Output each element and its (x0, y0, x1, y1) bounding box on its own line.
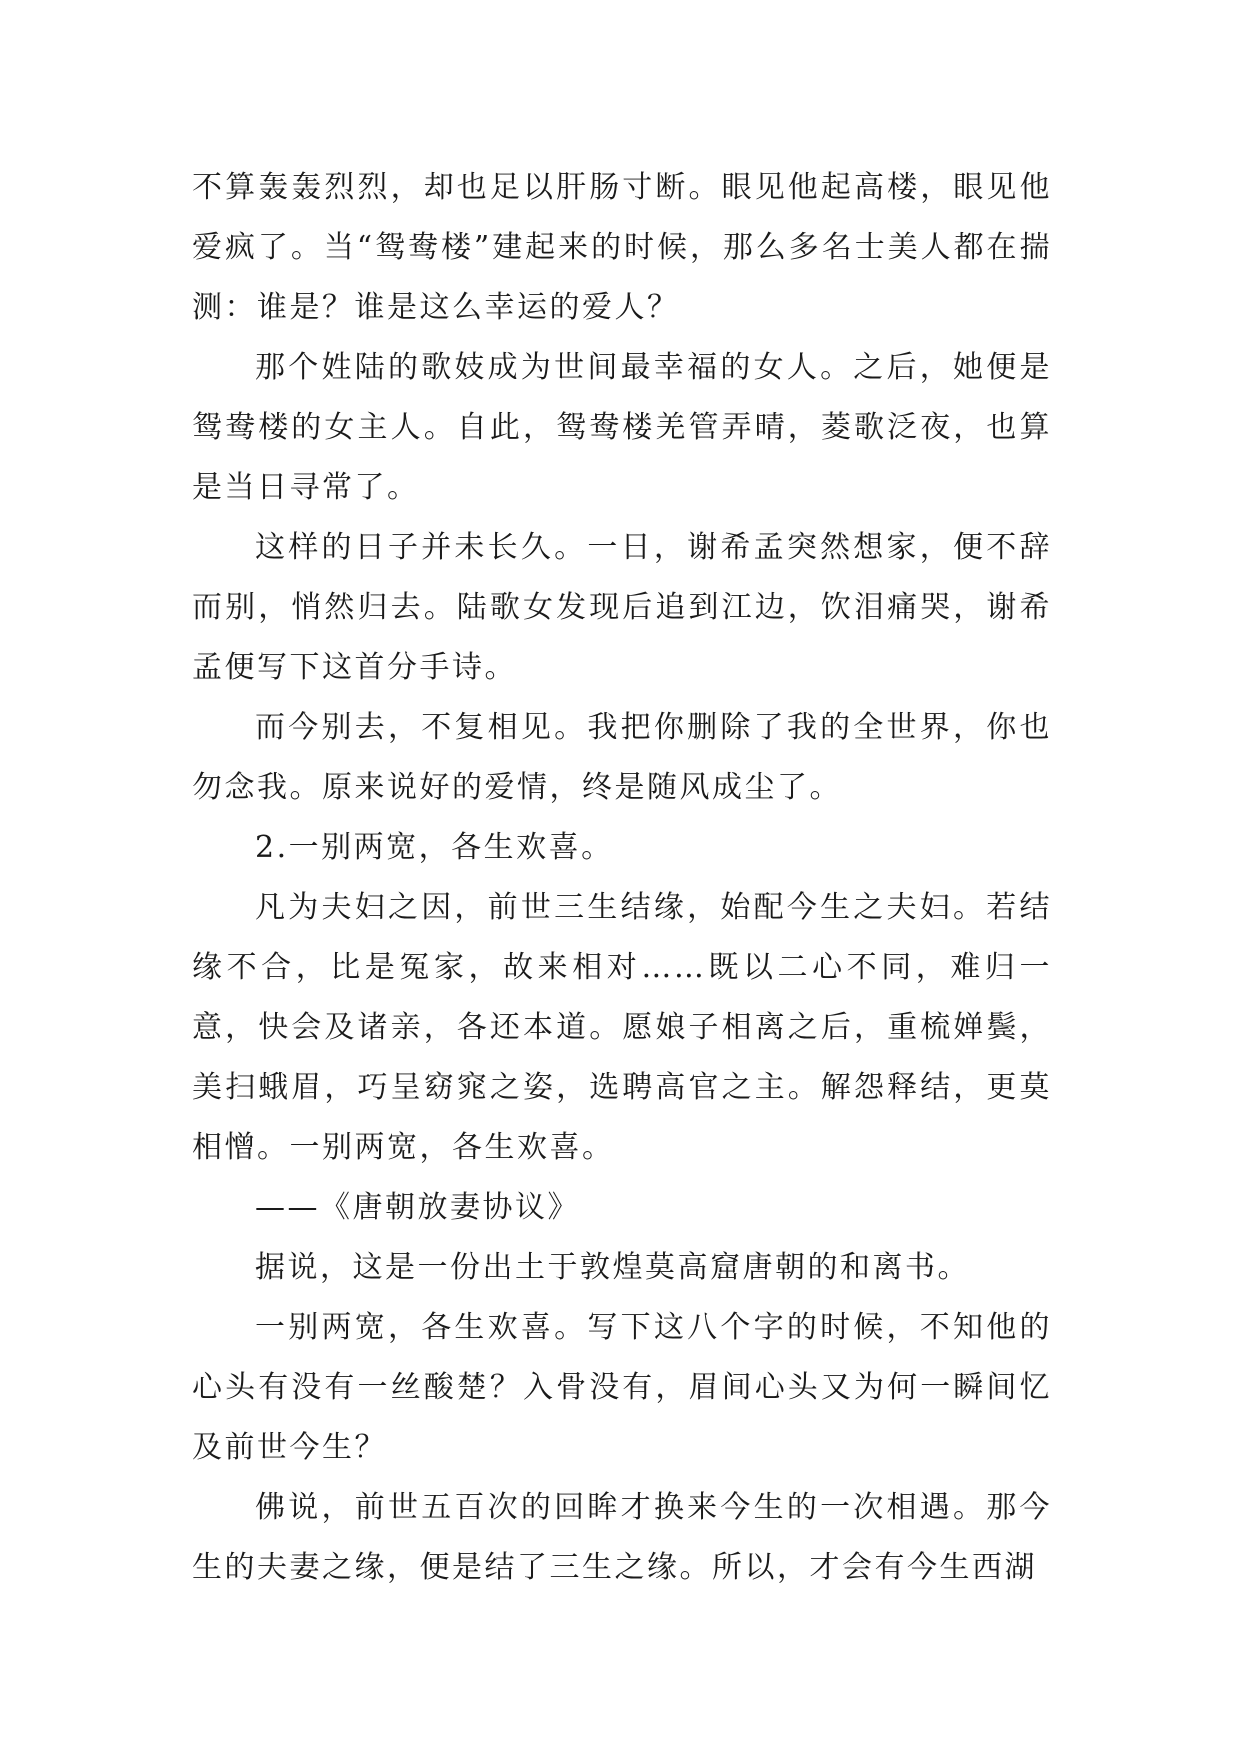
quoted-passage: 凡为夫妇之因，前世三生结缘，始配今生之夫妇。若结缘不合，比是冤家，故来相对……既以二心不同，难归一意，快会及诸亲，各还本道。愿娘子相离之后，重梳婵鬓，美扫蛾眉，巧呈窈窕之姿，选聘高官之主。解怨释结，更莫相憎。一别两宽，各生欢喜。 (192, 890, 1052, 1165)
paragraph: 不算轰轰烈烈，却也足以肝肠寸断。眼见他起高楼，眼见他爱疯了。当“鸳鸯楼”建起来的时候，那么多名士美人都在揣测：谁是？谁是这么幸运的爱人？ (192, 170, 1052, 325)
section-heading: 2.一别两宽，各生欢喜。 (255, 830, 614, 865)
paragraph: 那个姓陆的歌妓成为世间最幸福的女人。之后，她便是鸳鸯楼的女主人。自此，鸳鸯楼羌管弄晴，菱歌泛夜，也算是当日寻常了。 (192, 350, 1052, 505)
quote-attribution: ——《唐朝放妻协议》 (255, 1190, 580, 1225)
paragraph: 一别两宽，各生欢喜。写下这八个字的时候，不知他的心头有没有一丝酸楚？入骨没有，眉间心头又为何一瞬间忆及前世今生？ (192, 1310, 1052, 1465)
paragraph: 这样的日子并未长久。一日，谢希孟突然想家，便不辞而别，悄然归去。陆歌女发现后追到江边，饮泪痛哭，谢希孟便写下这首分手诗。 (192, 530, 1052, 685)
paragraph: 据说，这是一份出土于敦煌莫高窟唐朝的和离书。 (255, 1250, 970, 1285)
paragraph: 佛说，前世五百次的回眸才换来今生的一次相遇。那今生的夫妻之缘，便是结了三生之缘。所以，才会有今生西湖 (192, 1490, 1052, 1585)
paragraph: 而今别去，不复相见。我把你删除了我的全世界，你也勿念我。原来说好的爱情，终是随风成尘了。 (192, 710, 1052, 805)
document-body (192, 158, 1052, 1598)
